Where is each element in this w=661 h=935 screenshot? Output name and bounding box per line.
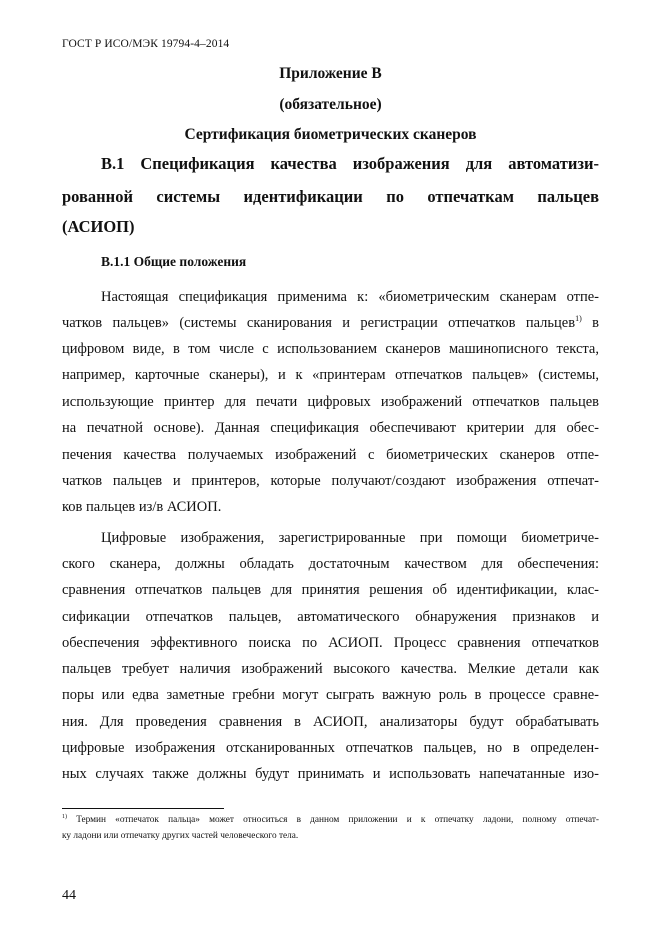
text-line: пальцев требует наличия изображений высокого качества. Мелкие детали как bbox=[62, 661, 599, 677]
text-line: на печатной основе). Данная спецификация обеспечивают критерии для обес- bbox=[62, 420, 599, 436]
running-header: ГОСТ Р ИСО/МЭК 19794-4–2014 bbox=[62, 38, 230, 50]
text-line: ния. Для проведения сравнения в АСИОП, анализаторы будут обрабатывать bbox=[62, 714, 599, 730]
footnote-line bbox=[62, 813, 599, 827]
text-line: печения качества получаемых изображений с биометрических сканеров отпе- bbox=[62, 447, 599, 463]
page-number: 44 bbox=[62, 888, 76, 903]
appendix-status: (обязательное) bbox=[279, 96, 382, 113]
section-heading-line: рованной системы идентификации по отпечаткам пальцев bbox=[62, 187, 599, 206]
text-line: ных случаях также должны будут принимать и использовать напечатанные изо- bbox=[62, 766, 599, 782]
text-line: ского сканера, должны обладать достаточным качеством для обеспечения: bbox=[62, 556, 599, 572]
footnote-ref: 1) bbox=[575, 314, 582, 323]
text-line: поры или едва заметные гребни могут сыграть важную роль в процессе сравне- bbox=[62, 687, 599, 703]
text-line: Настоящая спецификация применима к: «биометрическим сканерам отпе- bbox=[101, 289, 599, 305]
footnote-marker: 1) bbox=[62, 814, 67, 820]
text-line: сификации отпечатков пальцев, автоматического обнаружения признаков и bbox=[62, 609, 599, 625]
text-line-tail: в bbox=[581, 315, 599, 331]
text-line: ков пальцев из/в АСИОП. bbox=[62, 499, 222, 515]
footnote-line: ку ладони или отпечатку других частей человеческого тела. bbox=[62, 831, 299, 841]
text-line: цифровые изображения отсканированных отпечатков пальцев, но в определен- bbox=[62, 740, 599, 756]
appendix-title: Приложение В bbox=[279, 65, 382, 82]
text-line: сравнения отпечатков пальцев для принятия решения об идентификации, клас- bbox=[62, 582, 599, 598]
text-line: Цифровые изображения, зарегистрированные при помощи биометриче- bbox=[101, 530, 599, 546]
section-heading-line: В.1 Спецификация качества изображения для автоматизи- bbox=[101, 154, 599, 173]
text-line: например, карточные сканеры), и к «принтерам отпечатков пальцев» (системы, bbox=[62, 367, 599, 383]
footnote-text: Термин «отпечаток пальца» может относиться в данном приложении и к отпечатку ладони, полному отпечат- bbox=[67, 815, 599, 825]
text-line bbox=[62, 310, 599, 336]
section-heading-line: (АСИОП) bbox=[62, 217, 135, 236]
text-line: чатков пальцев и принтеров, которые получают/создают изображения отпечат- bbox=[62, 473, 599, 489]
text-line: использующие принтер для печати цифровых изображений отпечатков пальцев bbox=[62, 394, 599, 410]
appendix-heading: Сертификация биометрических сканеров bbox=[184, 126, 477, 143]
text-line: цифровом виде, в том числе с использованием сканеров машинописного текста, bbox=[62, 341, 599, 357]
text-line-body: чатков пальцев» (системы сканирования и регистрации отпечатков пальцев bbox=[62, 315, 576, 331]
subsection-title: В.1.1 Общие положения bbox=[101, 254, 247, 269]
footnote-separator bbox=[62, 808, 224, 809]
text-line: обеспечения эффективного поиска по АСИОП. Процесс сравнения отпечатков bbox=[62, 635, 599, 651]
